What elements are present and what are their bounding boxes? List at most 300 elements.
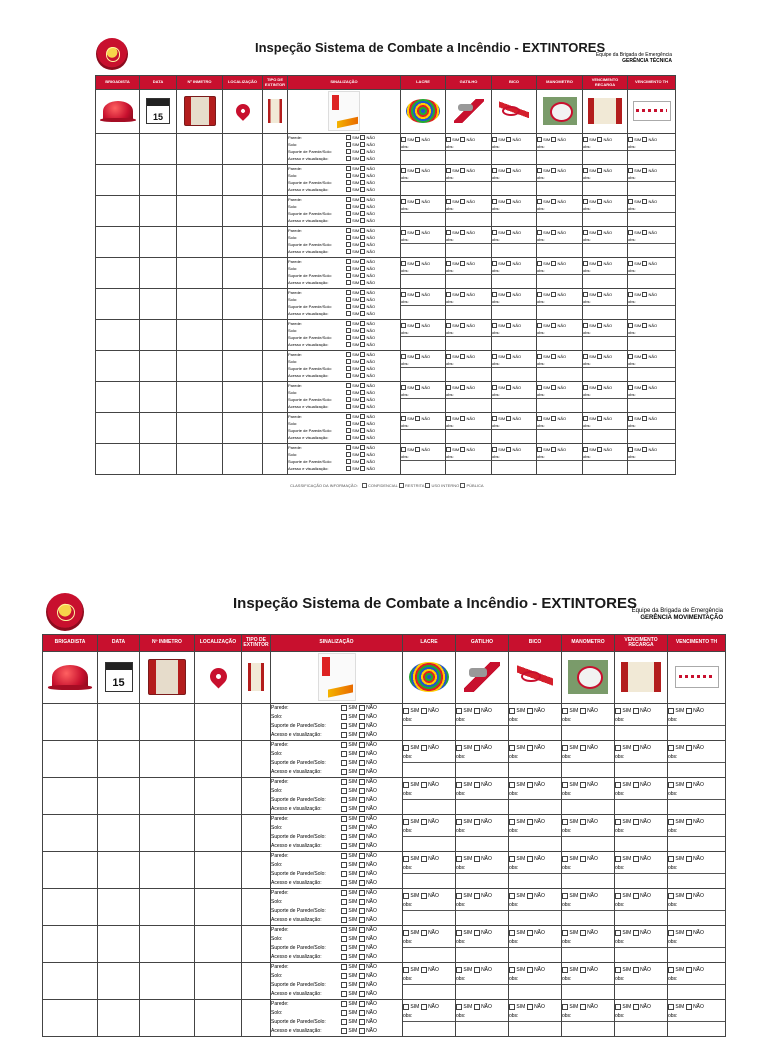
checkbox-nao[interactable] bbox=[359, 751, 365, 757]
localizacao-cell[interactable] bbox=[195, 815, 242, 852]
obs-line[interactable] bbox=[492, 391, 536, 399]
checkbox-nao[interactable] bbox=[527, 893, 533, 899]
checkbox-sim[interactable] bbox=[537, 168, 542, 173]
checkbox-nao[interactable] bbox=[359, 1001, 365, 1007]
checkbox-sim[interactable] bbox=[456, 819, 462, 825]
obs-line[interactable] bbox=[537, 329, 582, 337]
checkbox-sim[interactable] bbox=[346, 187, 351, 192]
checkbox-nao[interactable] bbox=[474, 930, 480, 936]
tipo-cell[interactable] bbox=[263, 413, 288, 444]
checkbox-nao[interactable] bbox=[360, 211, 365, 216]
checkbox-sim[interactable] bbox=[341, 862, 347, 868]
checkbox-sim[interactable] bbox=[668, 1004, 674, 1010]
brigadista-cell[interactable] bbox=[96, 382, 140, 413]
checkbox-nao[interactable] bbox=[360, 311, 365, 316]
checkbox-sim[interactable] bbox=[492, 199, 497, 204]
brigadista-cell[interactable] bbox=[96, 320, 140, 351]
checkbox-nao[interactable] bbox=[642, 292, 647, 297]
obs-line[interactable] bbox=[456, 827, 508, 837]
checkbox-nao[interactable] bbox=[642, 137, 647, 142]
checkbox-sim[interactable] bbox=[401, 447, 406, 452]
obs-line[interactable] bbox=[456, 975, 508, 985]
checkbox-sim[interactable] bbox=[628, 447, 633, 452]
checkbox-nao[interactable] bbox=[551, 323, 556, 328]
checkbox-nao[interactable] bbox=[421, 893, 427, 899]
checkbox-nao[interactable] bbox=[527, 782, 533, 788]
checkbox-nao[interactable] bbox=[360, 228, 365, 233]
checkbox-sim[interactable] bbox=[492, 416, 497, 421]
obs-line[interactable] bbox=[628, 422, 675, 430]
checkbox-sim[interactable] bbox=[341, 853, 347, 859]
checkbox-sim[interactable] bbox=[628, 416, 633, 421]
obs-line[interactable] bbox=[492, 360, 536, 368]
obs-line[interactable] bbox=[615, 1012, 667, 1022]
checkbox-sim[interactable] bbox=[341, 991, 347, 997]
checkbox-nao[interactable] bbox=[421, 745, 427, 751]
checkbox-nao[interactable] bbox=[360, 466, 365, 471]
checkbox-sim[interactable] bbox=[562, 967, 568, 973]
obs-line[interactable] bbox=[401, 422, 445, 430]
tipo-cell[interactable] bbox=[242, 741, 271, 778]
obs-line[interactable] bbox=[403, 790, 455, 800]
obs-line[interactable] bbox=[628, 453, 675, 461]
checkbox-sim[interactable] bbox=[537, 137, 542, 142]
checkbox-sim[interactable] bbox=[403, 856, 409, 862]
checkbox-sim[interactable] bbox=[346, 459, 351, 464]
checkbox-nao[interactable] bbox=[460, 354, 465, 359]
checkbox-nao[interactable] bbox=[360, 135, 365, 140]
checkbox-nao[interactable] bbox=[415, 416, 420, 421]
checkbox-nao[interactable] bbox=[642, 416, 647, 421]
checkbox-nao[interactable] bbox=[359, 936, 365, 942]
checkbox-nao[interactable] bbox=[359, 982, 365, 988]
checkbox-nao[interactable] bbox=[551, 230, 556, 235]
inmetro-cell[interactable] bbox=[177, 196, 223, 227]
checkbox-sim[interactable] bbox=[346, 373, 351, 378]
checkbox-sim[interactable] bbox=[341, 834, 347, 840]
checkbox-nao[interactable] bbox=[360, 180, 365, 185]
checkbox-nao[interactable] bbox=[460, 292, 465, 297]
obs-line[interactable] bbox=[509, 716, 561, 726]
checkbox-nao[interactable] bbox=[597, 199, 602, 204]
checkbox-sim[interactable] bbox=[509, 856, 515, 862]
obs-line[interactable] bbox=[492, 143, 536, 151]
checkbox-nao[interactable] bbox=[460, 199, 465, 204]
obs-line[interactable] bbox=[562, 1012, 614, 1022]
checkbox[interactable] bbox=[425, 483, 430, 488]
checkbox-nao[interactable] bbox=[360, 383, 365, 388]
checkbox-sim[interactable] bbox=[346, 452, 351, 457]
obs-line[interactable] bbox=[401, 298, 445, 306]
obs-line[interactable] bbox=[509, 790, 561, 800]
checkbox-sim[interactable] bbox=[492, 292, 497, 297]
checkbox-sim[interactable] bbox=[456, 930, 462, 936]
checkbox-nao[interactable] bbox=[415, 292, 420, 297]
checkbox-sim[interactable] bbox=[341, 797, 347, 803]
checkbox-sim[interactable] bbox=[403, 1004, 409, 1010]
localizacao-cell[interactable] bbox=[223, 196, 263, 227]
inmetro-cell[interactable] bbox=[177, 444, 223, 475]
checkbox-sim[interactable] bbox=[615, 856, 621, 862]
data-cell[interactable] bbox=[140, 413, 177, 444]
brigadista-cell[interactable] bbox=[96, 134, 140, 165]
checkbox-nao[interactable] bbox=[421, 782, 427, 788]
checkbox-nao[interactable] bbox=[360, 197, 365, 202]
data-cell[interactable] bbox=[140, 227, 177, 258]
checkbox-sim[interactable] bbox=[341, 871, 347, 877]
checkbox-nao[interactable] bbox=[360, 359, 365, 364]
tipo-cell[interactable] bbox=[242, 963, 271, 1000]
brigadista-cell[interactable] bbox=[43, 704, 98, 741]
localizacao-cell[interactable] bbox=[195, 741, 242, 778]
obs-line[interactable] bbox=[628, 267, 675, 275]
checkbox-nao[interactable] bbox=[474, 967, 480, 973]
checkbox-nao[interactable] bbox=[506, 199, 511, 204]
obs-line[interactable] bbox=[492, 205, 536, 213]
checkbox-sim[interactable] bbox=[346, 173, 351, 178]
obs-line[interactable] bbox=[456, 901, 508, 911]
checkbox-sim[interactable] bbox=[346, 273, 351, 278]
checkbox-sim[interactable] bbox=[509, 745, 515, 751]
checkbox-sim[interactable] bbox=[346, 352, 351, 357]
checkbox-sim[interactable] bbox=[341, 1010, 347, 1016]
checkbox-nao[interactable] bbox=[580, 967, 586, 973]
obs-line[interactable] bbox=[537, 453, 582, 461]
checkbox-sim[interactable] bbox=[346, 311, 351, 316]
checkbox-sim[interactable] bbox=[341, 936, 347, 942]
obs-line[interactable] bbox=[628, 143, 675, 151]
obs-line[interactable] bbox=[628, 391, 675, 399]
checkbox-sim[interactable] bbox=[346, 259, 351, 264]
obs-line[interactable] bbox=[668, 938, 725, 948]
brigadista-cell[interactable] bbox=[96, 196, 140, 227]
checkbox-nao[interactable] bbox=[421, 856, 427, 862]
obs-line[interactable] bbox=[446, 329, 491, 337]
checkbox-nao[interactable] bbox=[360, 352, 365, 357]
obs-line[interactable] bbox=[492, 267, 536, 275]
checkbox-nao[interactable] bbox=[527, 856, 533, 862]
checkbox-nao[interactable] bbox=[359, 880, 365, 886]
inmetro-cell[interactable] bbox=[140, 852, 195, 889]
localizacao-cell[interactable] bbox=[195, 926, 242, 963]
checkbox-sim[interactable] bbox=[668, 819, 674, 825]
checkbox-nao[interactable] bbox=[597, 447, 602, 452]
checkbox-nao[interactable] bbox=[360, 390, 365, 395]
checkbox-sim[interactable] bbox=[346, 366, 351, 371]
tipo-cell[interactable] bbox=[263, 289, 288, 320]
checkbox-sim[interactable] bbox=[509, 819, 515, 825]
checkbox-nao[interactable] bbox=[359, 890, 365, 896]
brigadista-cell[interactable] bbox=[96, 227, 140, 258]
obs-line[interactable] bbox=[628, 174, 675, 182]
obs-line[interactable] bbox=[583, 360, 627, 368]
checkbox-sim[interactable] bbox=[346, 359, 351, 364]
checkbox-sim[interactable] bbox=[346, 297, 351, 302]
checkbox-sim[interactable] bbox=[341, 723, 347, 729]
obs-line[interactable] bbox=[583, 298, 627, 306]
checkbox-nao[interactable] bbox=[580, 745, 586, 751]
checkbox-sim[interactable] bbox=[346, 466, 351, 471]
localizacao-cell[interactable] bbox=[195, 852, 242, 889]
localizacao-cell[interactable] bbox=[223, 382, 263, 413]
obs-line[interactable] bbox=[492, 174, 536, 182]
checkbox-nao[interactable] bbox=[686, 745, 692, 751]
checkbox-sim[interactable] bbox=[341, 890, 347, 896]
checkbox-nao[interactable] bbox=[359, 917, 365, 923]
checkbox-sim[interactable] bbox=[341, 1001, 347, 1007]
checkbox-nao[interactable] bbox=[460, 168, 465, 173]
checkbox-nao[interactable] bbox=[506, 261, 511, 266]
brigadista-cell[interactable] bbox=[43, 741, 98, 778]
tipo-cell[interactable] bbox=[242, 1000, 271, 1037]
checkbox-sim[interactable] bbox=[668, 708, 674, 714]
obs-line[interactable] bbox=[456, 938, 508, 948]
obs-line[interactable] bbox=[668, 827, 725, 837]
data-cell[interactable] bbox=[140, 444, 177, 475]
checkbox-sim[interactable] bbox=[346, 335, 351, 340]
checkbox-sim[interactable] bbox=[346, 435, 351, 440]
checkbox-sim[interactable] bbox=[346, 304, 351, 309]
obs-line[interactable] bbox=[401, 360, 445, 368]
obs-line[interactable] bbox=[401, 329, 445, 337]
brigadista-cell[interactable] bbox=[96, 444, 140, 475]
checkbox-sim[interactable] bbox=[341, 769, 347, 775]
checkbox-nao[interactable] bbox=[359, 908, 365, 914]
obs-line[interactable] bbox=[403, 901, 455, 911]
checkbox-sim[interactable] bbox=[346, 204, 351, 209]
obs-line[interactable] bbox=[615, 901, 667, 911]
checkbox-sim[interactable] bbox=[446, 292, 451, 297]
data-cell[interactable] bbox=[98, 704, 140, 741]
data-cell[interactable] bbox=[98, 926, 140, 963]
checkbox-nao[interactable] bbox=[642, 323, 647, 328]
checkbox-nao[interactable] bbox=[633, 782, 639, 788]
localizacao-cell[interactable] bbox=[223, 134, 263, 165]
checkbox-sim[interactable] bbox=[456, 782, 462, 788]
checkbox-sim[interactable] bbox=[346, 280, 351, 285]
checkbox-nao[interactable] bbox=[415, 137, 420, 142]
checkbox-nao[interactable] bbox=[359, 1019, 365, 1025]
data-cell[interactable] bbox=[140, 382, 177, 413]
checkbox-sim[interactable] bbox=[346, 156, 351, 161]
obs-line[interactable] bbox=[562, 864, 614, 874]
checkbox-sim[interactable] bbox=[401, 354, 406, 359]
obs-line[interactable] bbox=[446, 143, 491, 151]
checkbox-sim[interactable] bbox=[668, 745, 674, 751]
obs-line[interactable] bbox=[668, 790, 725, 800]
checkbox-nao[interactable] bbox=[421, 1004, 427, 1010]
brigadista-cell[interactable] bbox=[96, 258, 140, 289]
obs-line[interactable] bbox=[615, 716, 667, 726]
checkbox-sim[interactable] bbox=[628, 323, 633, 328]
checkbox-nao[interactable] bbox=[633, 708, 639, 714]
checkbox-nao[interactable] bbox=[474, 856, 480, 862]
checkbox-sim[interactable] bbox=[509, 893, 515, 899]
checkbox-nao[interactable] bbox=[597, 323, 602, 328]
obs-line[interactable] bbox=[446, 453, 491, 461]
obs-line[interactable] bbox=[403, 1012, 455, 1022]
checkbox-sim[interactable] bbox=[346, 266, 351, 271]
checkbox-nao[interactable] bbox=[527, 745, 533, 751]
checkbox-nao[interactable] bbox=[580, 819, 586, 825]
data-cell[interactable] bbox=[140, 351, 177, 382]
checkbox-sim[interactable] bbox=[446, 137, 451, 142]
checkbox-nao[interactable] bbox=[506, 447, 511, 452]
checkbox-sim[interactable] bbox=[446, 354, 451, 359]
checkbox-nao[interactable] bbox=[506, 168, 511, 173]
checkbox-nao[interactable] bbox=[642, 385, 647, 390]
obs-line[interactable] bbox=[509, 753, 561, 763]
checkbox-sim[interactable] bbox=[341, 806, 347, 812]
checkbox-nao[interactable] bbox=[360, 321, 365, 326]
checkbox-nao[interactable] bbox=[580, 708, 586, 714]
checkbox-nao[interactable] bbox=[580, 930, 586, 936]
data-cell[interactable] bbox=[98, 1000, 140, 1037]
checkbox-nao[interactable] bbox=[474, 1004, 480, 1010]
checkbox-nao[interactable] bbox=[415, 354, 420, 359]
obs-line[interactable] bbox=[562, 938, 614, 948]
checkbox-nao[interactable] bbox=[633, 1004, 639, 1010]
checkbox-sim[interactable] bbox=[583, 354, 588, 359]
checkbox-nao[interactable] bbox=[527, 967, 533, 973]
checkbox-sim[interactable] bbox=[346, 235, 351, 240]
checkbox-nao[interactable] bbox=[360, 187, 365, 192]
brigadista-cell[interactable] bbox=[43, 926, 98, 963]
checkbox-nao[interactable] bbox=[360, 435, 365, 440]
brigadista-cell[interactable] bbox=[43, 778, 98, 815]
obs-line[interactable] bbox=[492, 298, 536, 306]
checkbox-nao[interactable] bbox=[421, 967, 427, 973]
obs-line[interactable] bbox=[562, 753, 614, 763]
checkbox-sim[interactable] bbox=[492, 261, 497, 266]
checkbox-nao[interactable] bbox=[642, 230, 647, 235]
checkbox-nao[interactable] bbox=[686, 893, 692, 899]
checkbox[interactable] bbox=[362, 483, 367, 488]
checkbox-sim[interactable] bbox=[492, 230, 497, 235]
obs-line[interactable] bbox=[401, 453, 445, 461]
checkbox-sim[interactable] bbox=[401, 385, 406, 390]
checkbox-nao[interactable] bbox=[360, 397, 365, 402]
obs-line[interactable] bbox=[403, 864, 455, 874]
obs-line[interactable] bbox=[446, 422, 491, 430]
checkbox-nao[interactable] bbox=[460, 416, 465, 421]
checkbox-nao[interactable] bbox=[359, 1010, 365, 1016]
localizacao-cell[interactable] bbox=[223, 444, 263, 475]
obs-line[interactable] bbox=[401, 205, 445, 213]
checkbox-nao[interactable] bbox=[551, 137, 556, 142]
checkbox-nao[interactable] bbox=[359, 825, 365, 831]
checkbox-sim[interactable] bbox=[446, 230, 451, 235]
checkbox-sim[interactable] bbox=[346, 321, 351, 326]
checkbox-sim[interactable] bbox=[346, 421, 351, 426]
checkbox-nao[interactable] bbox=[506, 385, 511, 390]
checkbox-nao[interactable] bbox=[360, 249, 365, 254]
obs-line[interactable] bbox=[628, 205, 675, 213]
checkbox-nao[interactable] bbox=[360, 259, 365, 264]
obs-line[interactable] bbox=[537, 422, 582, 430]
checkbox-sim[interactable] bbox=[615, 708, 621, 714]
obs-line[interactable] bbox=[615, 864, 667, 874]
checkbox-sim[interactable] bbox=[583, 323, 588, 328]
checkbox-nao[interactable] bbox=[597, 168, 602, 173]
checkbox-nao[interactable] bbox=[551, 168, 556, 173]
checkbox-sim[interactable] bbox=[403, 819, 409, 825]
checkbox-sim[interactable] bbox=[403, 893, 409, 899]
checkbox-nao[interactable] bbox=[642, 261, 647, 266]
checkbox-sim[interactable] bbox=[341, 843, 347, 849]
obs-line[interactable] bbox=[615, 827, 667, 837]
checkbox-sim[interactable] bbox=[562, 893, 568, 899]
inmetro-cell[interactable] bbox=[177, 227, 223, 258]
obs-line[interactable] bbox=[403, 827, 455, 837]
inmetro-cell[interactable] bbox=[177, 289, 223, 320]
checkbox-nao[interactable] bbox=[359, 843, 365, 849]
checkbox-sim[interactable] bbox=[628, 168, 633, 173]
checkbox-sim[interactable] bbox=[492, 354, 497, 359]
checkbox-nao[interactable] bbox=[421, 708, 427, 714]
obs-line[interactable] bbox=[401, 236, 445, 244]
obs-line[interactable] bbox=[583, 453, 627, 461]
checkbox-sim[interactable] bbox=[456, 967, 462, 973]
checkbox-sim[interactable] bbox=[346, 135, 351, 140]
obs-line[interactable] bbox=[615, 975, 667, 985]
checkbox-sim[interactable] bbox=[615, 745, 621, 751]
checkbox-sim[interactable] bbox=[401, 261, 406, 266]
checkbox-sim[interactable] bbox=[668, 856, 674, 862]
checkbox-nao[interactable] bbox=[460, 385, 465, 390]
checkbox-sim[interactable] bbox=[456, 1004, 462, 1010]
inmetro-cell[interactable] bbox=[177, 413, 223, 444]
checkbox-nao[interactable] bbox=[642, 447, 647, 452]
checkbox-nao[interactable] bbox=[359, 797, 365, 803]
checkbox-sim[interactable] bbox=[615, 819, 621, 825]
obs-line[interactable] bbox=[583, 267, 627, 275]
checkbox-nao[interactable] bbox=[642, 354, 647, 359]
checkbox-nao[interactable] bbox=[360, 421, 365, 426]
checkbox-sim[interactable] bbox=[628, 230, 633, 235]
checkbox-nao[interactable] bbox=[359, 723, 365, 729]
checkbox-sim[interactable] bbox=[583, 447, 588, 452]
checkbox-sim[interactable] bbox=[341, 1019, 347, 1025]
obs-line[interactable] bbox=[456, 1012, 508, 1022]
checkbox-sim[interactable] bbox=[628, 199, 633, 204]
inmetro-cell[interactable] bbox=[177, 134, 223, 165]
checkbox-sim[interactable] bbox=[341, 982, 347, 988]
inmetro-cell[interactable] bbox=[140, 815, 195, 852]
data-cell[interactable] bbox=[140, 134, 177, 165]
checkbox-sim[interactable] bbox=[346, 445, 351, 450]
checkbox-nao[interactable] bbox=[633, 745, 639, 751]
obs-line[interactable] bbox=[456, 716, 508, 726]
data-cell[interactable] bbox=[98, 778, 140, 815]
checkbox-nao[interactable] bbox=[506, 137, 511, 142]
checkbox-nao[interactable] bbox=[580, 1004, 586, 1010]
checkbox-nao[interactable] bbox=[686, 930, 692, 936]
obs-line[interactable] bbox=[562, 975, 614, 985]
checkbox-nao[interactable] bbox=[360, 373, 365, 378]
obs-line[interactable] bbox=[583, 329, 627, 337]
checkbox-sim[interactable] bbox=[346, 180, 351, 185]
checkbox-sim[interactable] bbox=[341, 788, 347, 794]
localizacao-cell[interactable] bbox=[223, 320, 263, 351]
localizacao-cell[interactable] bbox=[195, 704, 242, 741]
checkbox-sim[interactable] bbox=[346, 290, 351, 295]
checkbox-nao[interactable] bbox=[506, 230, 511, 235]
checkbox-sim[interactable] bbox=[346, 328, 351, 333]
obs-line[interactable] bbox=[401, 143, 445, 151]
checkbox-sim[interactable] bbox=[583, 292, 588, 297]
checkbox-sim[interactable] bbox=[346, 166, 351, 171]
